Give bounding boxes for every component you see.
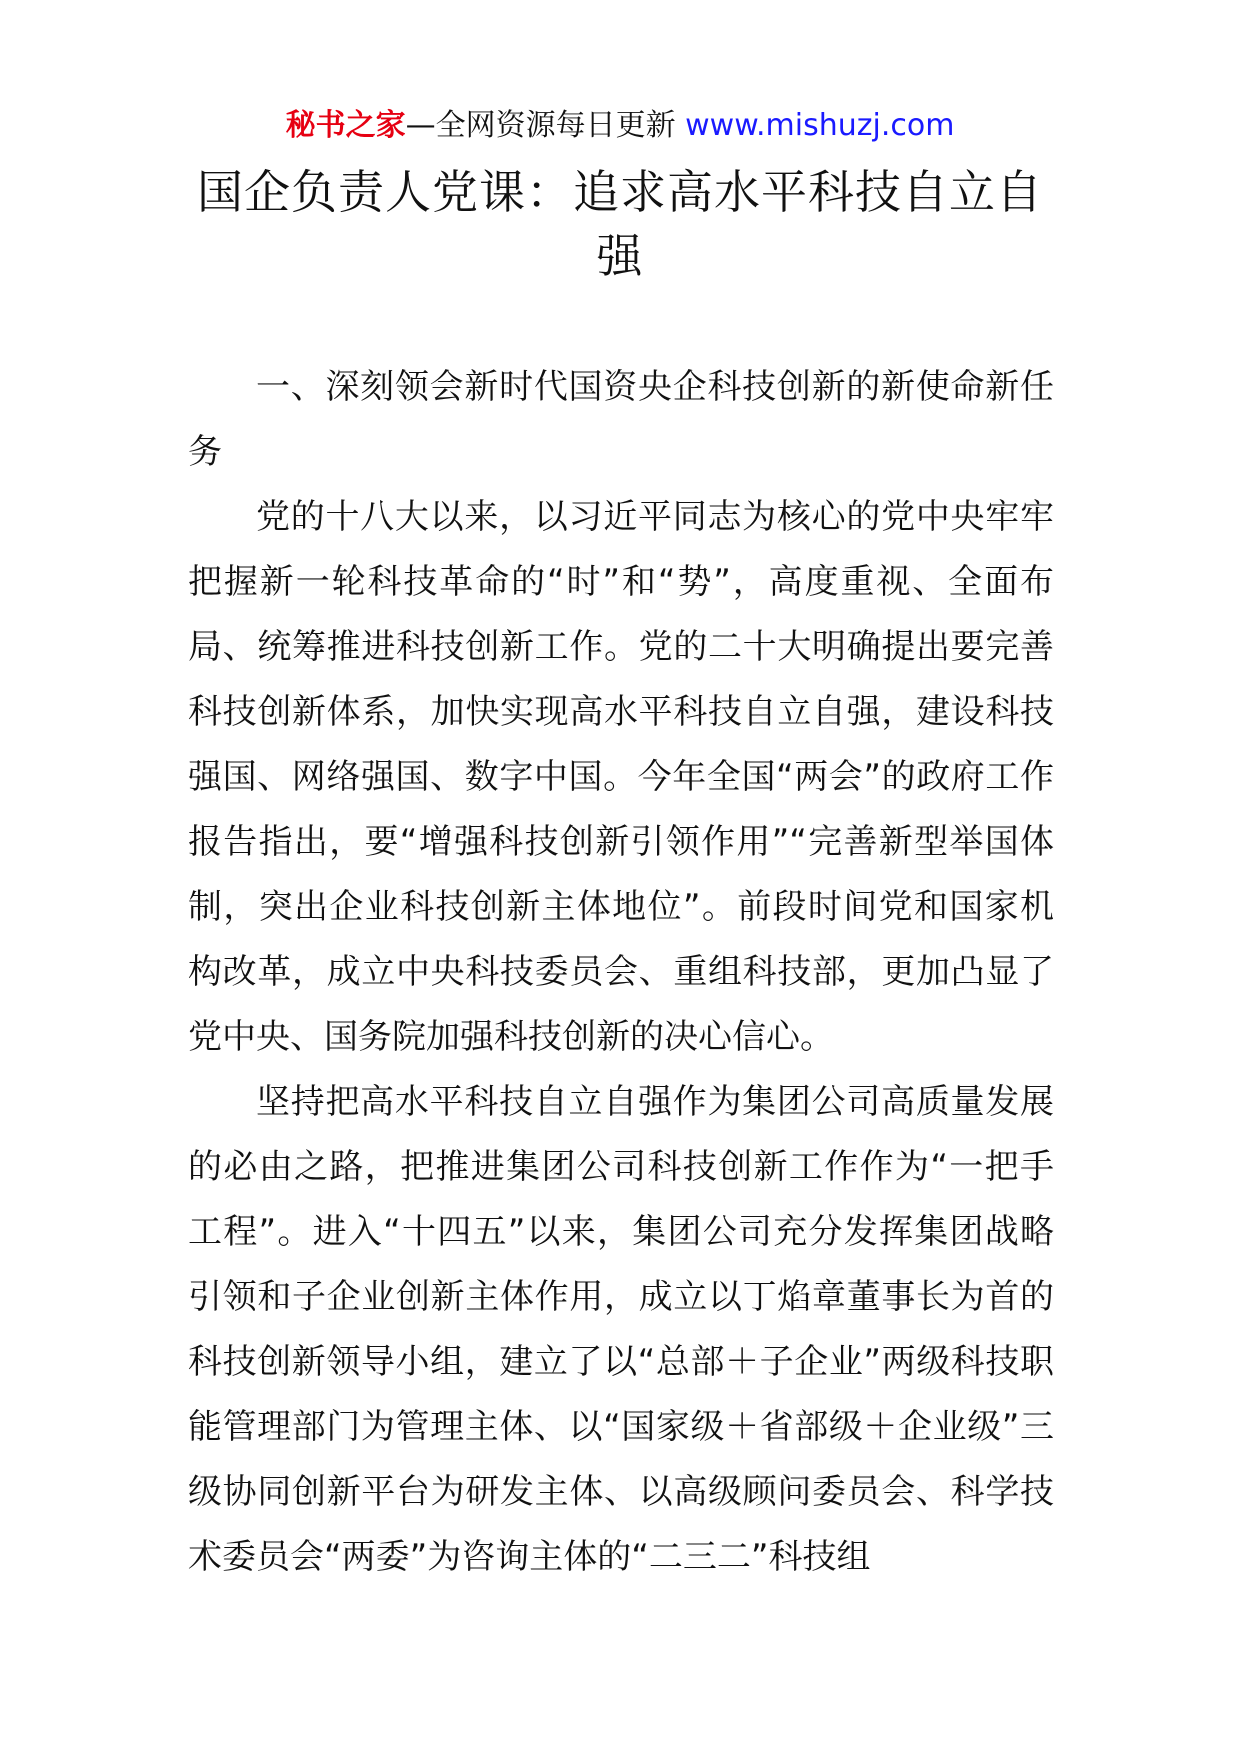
document-title: 国企负责人党课：追求高水平科技自立自强 [197, 165, 1043, 283]
brand-name: 秘书之家 [285, 108, 406, 143]
paragraph: 坚持把高水平科技自立自强作为集团公司高质量发展的必由之路，把推进集团公司科技创新工作作为“一把手工程”。进入“十四五”以来，集团公司充分发挥集团战略引领和子企业创新主体作用，成立以丁焰章董事长为首的科技创新领导小组，建立了以“总部＋子企业”两级科技职能管理部门为管理主体、以“国家级＋省部级＋企业级”三级协同创新平台为研发主体、以高级顾问委员会、科学技术委员会“两委”为咨询主体的“二三二”科技组 [188, 1082, 1054, 1577]
section-heading: 一、深刻领会新时代国资央企科技创新的新使命新任务 [188, 367, 1054, 472]
banner-slogan: —全网资源每日更新 [405, 108, 686, 143]
site-url-link[interactable]: www.mishuzj.com [685, 108, 955, 143]
paragraph: 党的十八大以来，以习近平同志为核心的党中央牢牢把握新一轮科技革命的“时”和“势”，高度重视、全面布局、统筹推进科技创新工作。党的二十大明确提出要完善科技创新体系，加快实现高水平科技自立自强，建设科技强国、网络强国、数字中国。今年全国“两会”的政府工作报告指出，要“增强科技创新引领作用”“完善新型举国体制，突出企业科技创新主体地位”。前段时间党和国家机构改革，成立中央科技委员会、重组科技部，更加凸显了党中央、国务院加强科技创新的决心信心。 [188, 497, 1054, 1057]
site-banner [0, 104, 1240, 148]
document-body [188, 355, 1054, 1590]
